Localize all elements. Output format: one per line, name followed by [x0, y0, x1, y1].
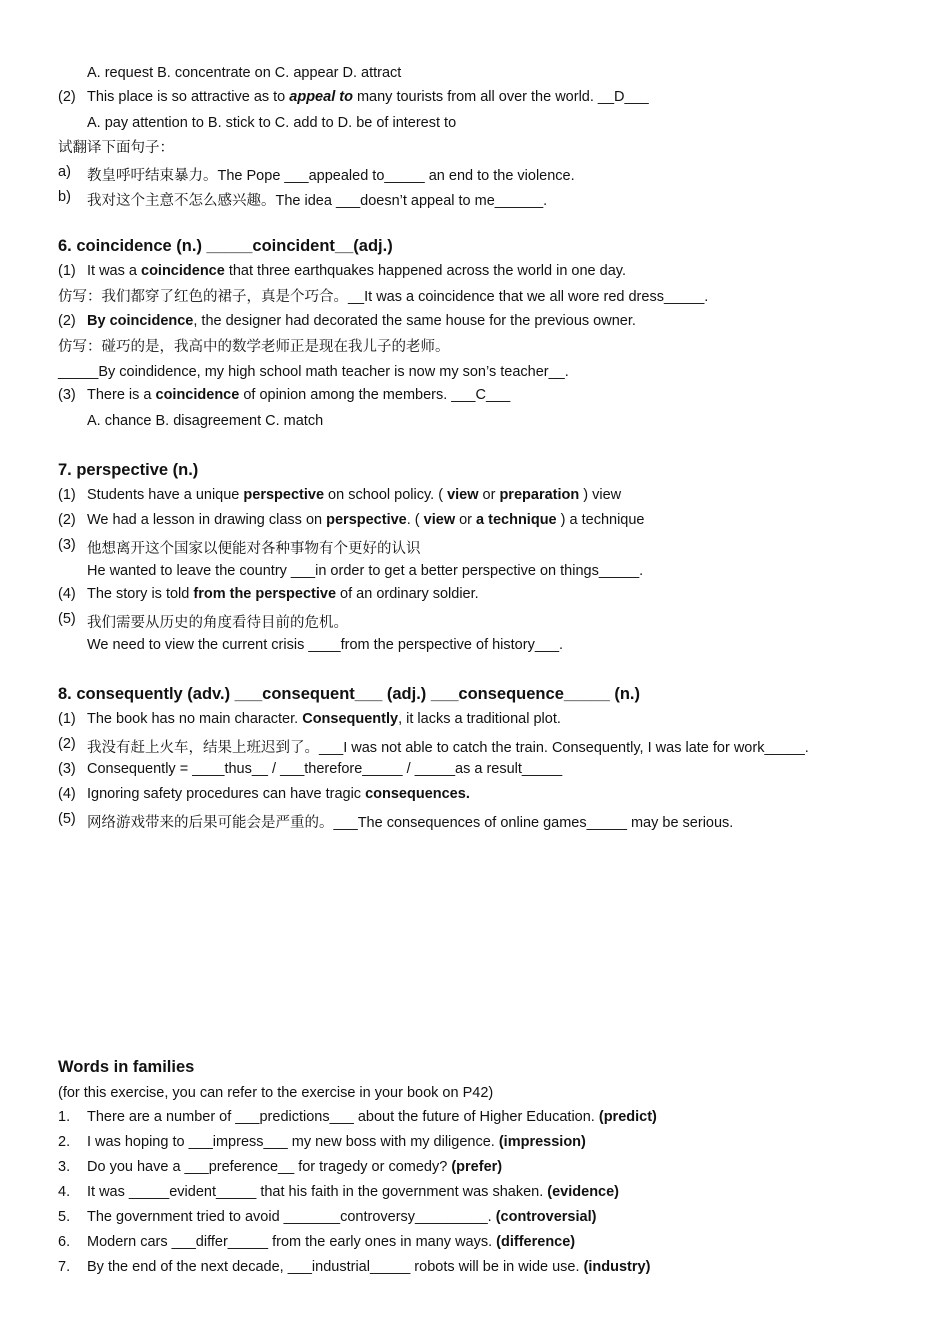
section-heading-8: 8. consequently (adv.) ___consequent___ (adj.) ___consequence_____ (n.) — [58, 685, 640, 703]
question-text: By coincidence, the designer had decorated the same house for the previous owner. — [87, 313, 636, 329]
translation-item — [0, 164, 950, 184]
family-item — [0, 1234, 950, 1254]
translation-item — [0, 189, 950, 209]
answer-line: We need to view the current crisis ____from the perspective of history___. — [87, 637, 564, 653]
question-number: (1) — [58, 711, 76, 727]
question-item — [0, 611, 950, 631]
question-item — [0, 586, 950, 606]
question-text: Consequently = ____thus__ / ___therefore_____ / _____as a result_____ — [87, 761, 563, 777]
item-text: 我对这个主意不怎么感兴趣。The idea ___doesn’t appeal to me______. — [87, 193, 548, 209]
item-number: 3. — [58, 1159, 71, 1175]
root-word: (prefer) — [451, 1159, 503, 1175]
item-text: There are a number of ___predictions___ about the future of Higher Education. (predict) — [87, 1109, 657, 1125]
question-text: 我们需要从历史的角度看待目前的危机。 — [87, 615, 348, 631]
item-number: 6. — [58, 1234, 71, 1250]
question-text: Ignoring safety procedures can have tragic consequences. — [87, 786, 470, 802]
question-number: (1) — [58, 487, 76, 503]
options-line: A. pay attention to B. stick to C. add to D. be of interest to — [87, 115, 457, 131]
item-text: Modern cars ___differ_____ from the early ones in many ways. (difference) — [87, 1234, 576, 1250]
question-item — [0, 761, 950, 781]
families-note: (for this exercise, you can refer to the exercise in your book on P42) — [58, 1085, 494, 1101]
section-heading-7: 7. perspective (n.) — [58, 461, 199, 479]
imitation-line: 仿写：我们都穿了红色的裙子，真是个巧合。__It was a coincidence that we all wore red dress_____. — [58, 289, 709, 305]
question-text: It was a coincidence that three earthquakes happened across the world in one day. — [87, 263, 626, 279]
family-item — [0, 1134, 950, 1154]
item-number: 7. — [58, 1259, 71, 1275]
question-item — [0, 786, 950, 806]
question-number: (1) — [58, 263, 76, 279]
question-text: The book has no main character. Consequently, it lacks a traditional plot. — [87, 711, 561, 727]
question-number: (5) — [58, 811, 76, 827]
question-text: Students have a unique perspective on school policy. ( view or preparation ) view — [87, 487, 622, 503]
question-text: 他想离开这个国家以便能对各种事物有个更好的认识 — [87, 541, 421, 557]
family-item — [0, 1259, 950, 1279]
item-number: 5. — [58, 1209, 71, 1225]
question-item — [0, 512, 950, 532]
item-text: Do you have a ___preference__ for tragedy or comedy? (prefer) — [87, 1159, 503, 1175]
question-text: The story is told from the perspective of an ordinary soldier. — [87, 586, 479, 602]
question-item — [0, 811, 950, 831]
item-text: 教皇呼吁结束暴力。The Pope ___appealed to_____ an end to the violence. — [87, 168, 575, 184]
family-item — [0, 1184, 950, 1204]
item-text: By the end of the next decade, ___industrial_____ robots will be in wide use. (industry) — [87, 1259, 651, 1275]
question-number: (4) — [58, 586, 76, 602]
question-number: (2) — [58, 89, 76, 105]
families-heading: Words in families — [58, 1058, 195, 1076]
item-text: It was _____evident_____ that his faith in the government was shaken. (evidence) — [87, 1184, 620, 1200]
question-number: (4) — [58, 786, 76, 802]
question-item — [0, 487, 950, 507]
root-word: (industry) — [583, 1259, 651, 1275]
question-number: (3) — [58, 761, 76, 777]
imitation-line: 仿写：碰巧的是，我高中的数学老师正是现在我儿子的老师。 — [58, 339, 450, 355]
item-text: I was hoping to ___impress___ my new boss with my diligence. (impression) — [87, 1134, 586, 1150]
item-text: The government tried to avoid _______controversy_________. (controversial) — [87, 1209, 597, 1225]
question-item — [0, 387, 950, 407]
question-item — [0, 313, 950, 333]
family-item — [0, 1209, 950, 1229]
question-number: (2) — [58, 512, 76, 528]
answer-line: He wanted to leave the country ___in order to get a better perspective on things_____. — [87, 563, 644, 579]
item-number: 1. — [58, 1109, 71, 1125]
options-line: A. chance B. disagreement C. match — [87, 413, 324, 429]
question-item — [0, 711, 950, 731]
answer-line: _____By coindidence, my high school math teacher is now my son’s teacher__. — [58, 364, 569, 380]
question-number: (5) — [58, 611, 76, 627]
question-text: We had a lesson in drawing class on perspective. ( view or a technique ) a technique — [87, 512, 645, 528]
root-word: (evidence) — [547, 1184, 620, 1200]
question-text: This place is so attractive as to appeal to many tourists from all over the world. __D___ — [87, 89, 649, 105]
question-number: (2) — [58, 736, 76, 752]
options-line: A. request B. concentrate on C. appear D. attract — [87, 65, 402, 81]
root-word: (predict) — [598, 1109, 657, 1125]
question-number: (2) — [58, 313, 76, 329]
root-word: (difference) — [496, 1234, 576, 1250]
question-text: There is a coincidence of opinion among the members. ___C___ — [87, 387, 511, 403]
item-number: 4. — [58, 1184, 71, 1200]
question-text: 我没有赶上火车，结果上班迟到了。___I was not able to catch the train. Consequently, I was late for work_____. — [87, 740, 809, 756]
question-number: (3) — [58, 387, 76, 403]
item-label: a) — [58, 164, 71, 180]
family-item — [0, 1159, 950, 1179]
family-item — [0, 1109, 950, 1129]
translate-header: 试翻译下面句子： — [58, 140, 174, 156]
item-label: b) — [58, 189, 71, 205]
question-item — [0, 537, 950, 557]
question-number: (3) — [58, 537, 76, 553]
question-item — [0, 736, 950, 756]
question-text: 网络游戏带来的后果可能会是严重的。___The consequences of online games_____ may be serious. — [87, 815, 734, 831]
root-word: (impression) — [498, 1134, 586, 1150]
item-number: 2. — [58, 1134, 71, 1150]
section-heading-6: 6. coincidence (n.) _____coincident__(adj.) — [58, 237, 393, 255]
question-item — [0, 263, 950, 283]
root-word: (controversial) — [495, 1209, 597, 1225]
question-item — [0, 89, 950, 109]
